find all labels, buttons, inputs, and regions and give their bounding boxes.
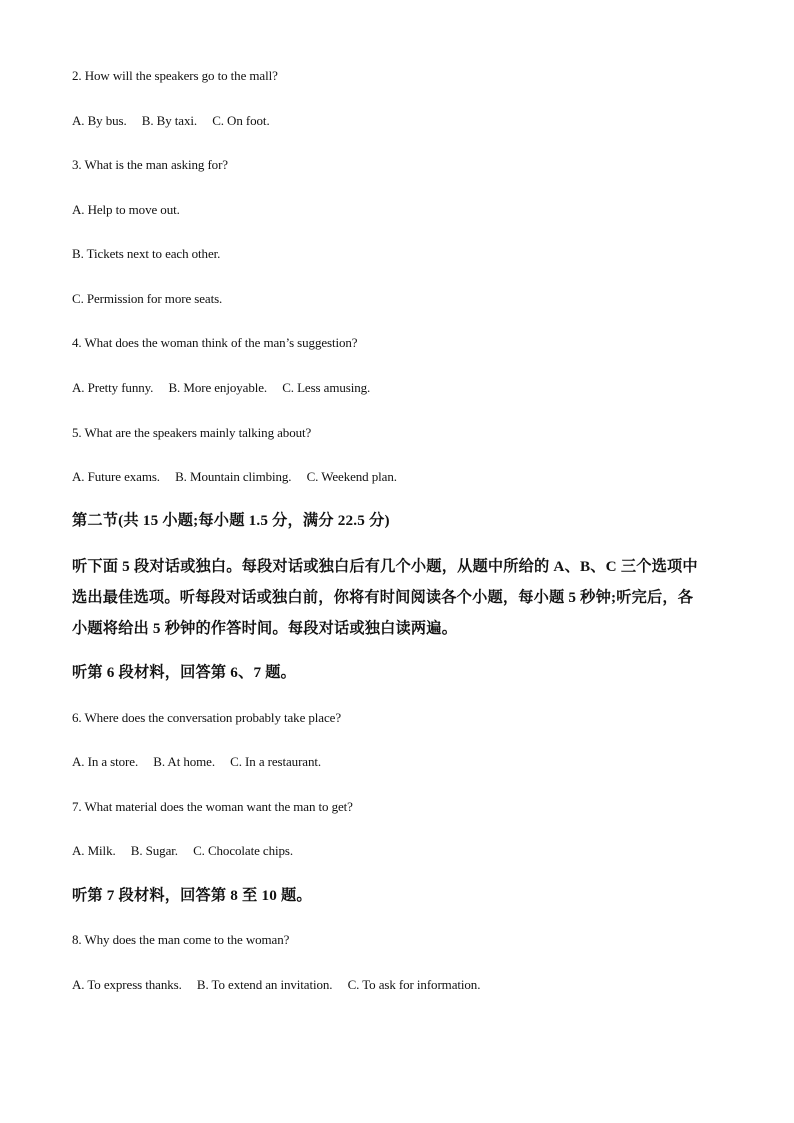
section-2-instructions-line-1: 听下面 5 段对话或独白。每段对话或独白后有几个小题，从题中所给的 A、B、C 三个选项中: [72, 558, 698, 575]
option-a: A. In a store.: [72, 754, 139, 769]
question-5-options: [72, 468, 397, 486]
option-c: C. Chocolate chips.: [193, 843, 293, 858]
option-c: C. To ask for information.: [347, 977, 481, 992]
part-7-heading: 听第 7 段材料，回答第 8 至 10 题。: [72, 887, 312, 904]
section-2-instructions-line-3: 小题将给出 5 秒钟的作答时间。每段对话或独白读两遍。: [72, 620, 458, 637]
question-2: 2. How will the speakers go to the mall?: [72, 68, 278, 83]
question-4: 4. What does the woman think of the man’s suggestion?: [72, 335, 358, 350]
option-a: A. Future exams.: [72, 469, 160, 484]
option-b: B. Sugar.: [130, 843, 178, 858]
question-3-option-a: A. Help to move out.: [72, 202, 180, 217]
section-2-heading: 第二节(共 15 小题;每小题 1.5 分，满分 22.5 分): [72, 512, 390, 529]
option-a: A. By bus.: [72, 113, 127, 128]
option-b: B. Mountain climbing.: [175, 469, 292, 484]
option-c: C. On foot.: [212, 113, 270, 128]
option-c: C. Less amusing.: [282, 380, 371, 395]
question-8-options: [72, 976, 480, 994]
question-4-options: [72, 379, 370, 397]
option-a: A. To express thanks.: [72, 977, 182, 992]
section-2-instructions-line-2: 选出最佳选项。听每段对话或独白前，你将有时间阅读各个小题，每小题 5 秒钟;听完后，各: [72, 589, 694, 606]
question-5: 5. What are the speakers mainly talking about?: [72, 425, 312, 440]
question-6-options: [72, 753, 321, 771]
question-8: 8. Why does the man come to the woman?: [72, 932, 290, 947]
question-7: 7. What material does the woman want the man to get?: [72, 799, 353, 814]
option-b: B. To extend an invitation.: [196, 977, 333, 992]
option-b: B. More enjoyable.: [168, 380, 268, 395]
option-c: C. In a restaurant.: [230, 754, 322, 769]
option-a: A. Pretty funny.: [72, 380, 154, 395]
question-3-option-c: C. Permission for more seats.: [72, 291, 223, 306]
question-3: 3. What is the man asking for?: [72, 157, 228, 172]
option-a: A. Milk.: [72, 843, 116, 858]
question-2-options: [72, 112, 270, 130]
question-3-option-b: B. Tickets next to each other.: [72, 246, 221, 261]
option-c: C. Weekend plan.: [306, 469, 397, 484]
question-7-options: [72, 842, 293, 860]
question-6: 6. Where does the conversation probably take place?: [72, 710, 341, 725]
option-b: B. At home.: [153, 754, 216, 769]
part-6-heading: 听第 6 段材料，回答第 6、7 题。: [72, 664, 297, 681]
option-b: B. By taxi.: [141, 113, 198, 128]
